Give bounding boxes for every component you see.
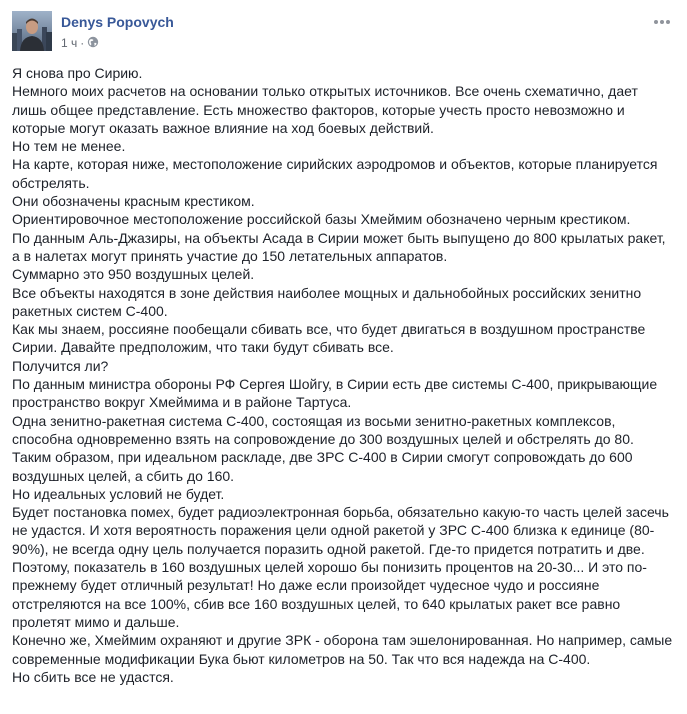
post-paragraph: По данным министра обороны РФ Сергея Шойгу, в Сирии есть две системы С-400, прикрывающие пространство вокруг Хмеймима и в районе Тартуса. <box>12 376 658 411</box>
post-paragraph: Конечно же, Хмеймим охраняют и другие ЗРК - оборона там эшелонированная. Но например, самые современные модификации Бука бьют километров на 50. Так что вся надежда на С-400. <box>12 632 673 667</box>
post-meta <box>61 36 99 51</box>
post-paragraph: По данным Аль-Джазиры, на объекты Асада в Сирии может быть выпущено до 800 крылатых ракет, а в налетах могут принять участие до 150 летательных аппаратов. <box>12 229 666 264</box>
post-paragraph: Но сбить все не удастся. <box>12 668 174 685</box>
post-paragraph: Получится ли? <box>12 357 109 374</box>
post-paragraph: Ориентировочное местоположение российской базы Хмеймим обозначено черным крестиком. <box>12 211 631 228</box>
meta-separator: · <box>80 36 85 50</box>
post-paragraph: На карте, которая ниже, местоположение сирийских аэродромов и объектов, которые планируется обстрелять. <box>12 156 658 191</box>
post-paragraph: Поэтому, показатель в 160 воздушных целей хорошо бы понизить процентов на 20-30... И это по-прежнему будет отличный результат! Но даже если произойдет чудесное чудо и россияне отстреляются на все 100%, сбив все 160 воздушных целей, то 640 крылатых ракет все равно пролетят мимо и дальше. <box>12 559 647 630</box>
post-paragraph: Немного моих расчетов на основании только открытых источников. Все очень схематично, дает лишь общее представление. Есть множество факторов, которые учесть просто невозможно и которые могут оказать важное влияние на ход боевых действий. <box>12 83 638 136</box>
post-paragraph: Они обозначены красным крестиком. <box>12 193 255 210</box>
post-header <box>12 9 672 53</box>
post-paragraph: Таким образом, при идеальном раскладе, две ЗРС С-400 в Сирии смогут сопровождать до 600 воздушных целей, а сбить до 160. <box>12 449 633 484</box>
post-paragraph: Но идеальных условий не будет. <box>12 485 225 502</box>
post-paragraph: Все объекты находятся в зоне действия наиболее мощных и дальнобойных российских зенитно ракетных систем С-400. <box>12 284 642 319</box>
avatar-photo <box>12 11 52 51</box>
author-name[interactable]: Denys Popovych <box>61 14 174 30</box>
post-paragraph: Одна зенитно-ракетная система С-400, состоящая из восьми зенитно-ракетных комплексов, способна одновременно взять на сопровождение до 300 воздушных целей и обстрелять до 80. <box>12 412 634 447</box>
post-paragraph: Суммарно это 950 воздушных целей. <box>12 266 255 283</box>
avatar[interactable] <box>12 11 52 51</box>
post-timestamp[interactable]: 1 ч <box>61 36 78 50</box>
post-body <box>12 64 675 686</box>
post-paragraph: Я снова про Сирию. <box>12 65 143 81</box>
globe-icon[interactable] <box>87 36 99 51</box>
post-paragraph: Как мы знаем, россияне пообещали сбивать все, что будет двигаться в воздушном пространстве Сирии. Давайте предположим, что таки будут сбивать все. <box>12 321 646 356</box>
post-paragraph: Будет постановка помех, будет радиоэлектронная борьба, обязательно какую-то часть целей засечь не удастся. И хотя вероятность поражения цели одной ракетой у ЗРС С-400 близка к единице (80-90%), не всегда одну цель получается поразить одной ракетой. Где-то придется потратить и две. <box>12 504 669 557</box>
post-paragraph: Но тем не менее. <box>12 138 126 155</box>
more-options-icon[interactable] <box>652 15 672 29</box>
